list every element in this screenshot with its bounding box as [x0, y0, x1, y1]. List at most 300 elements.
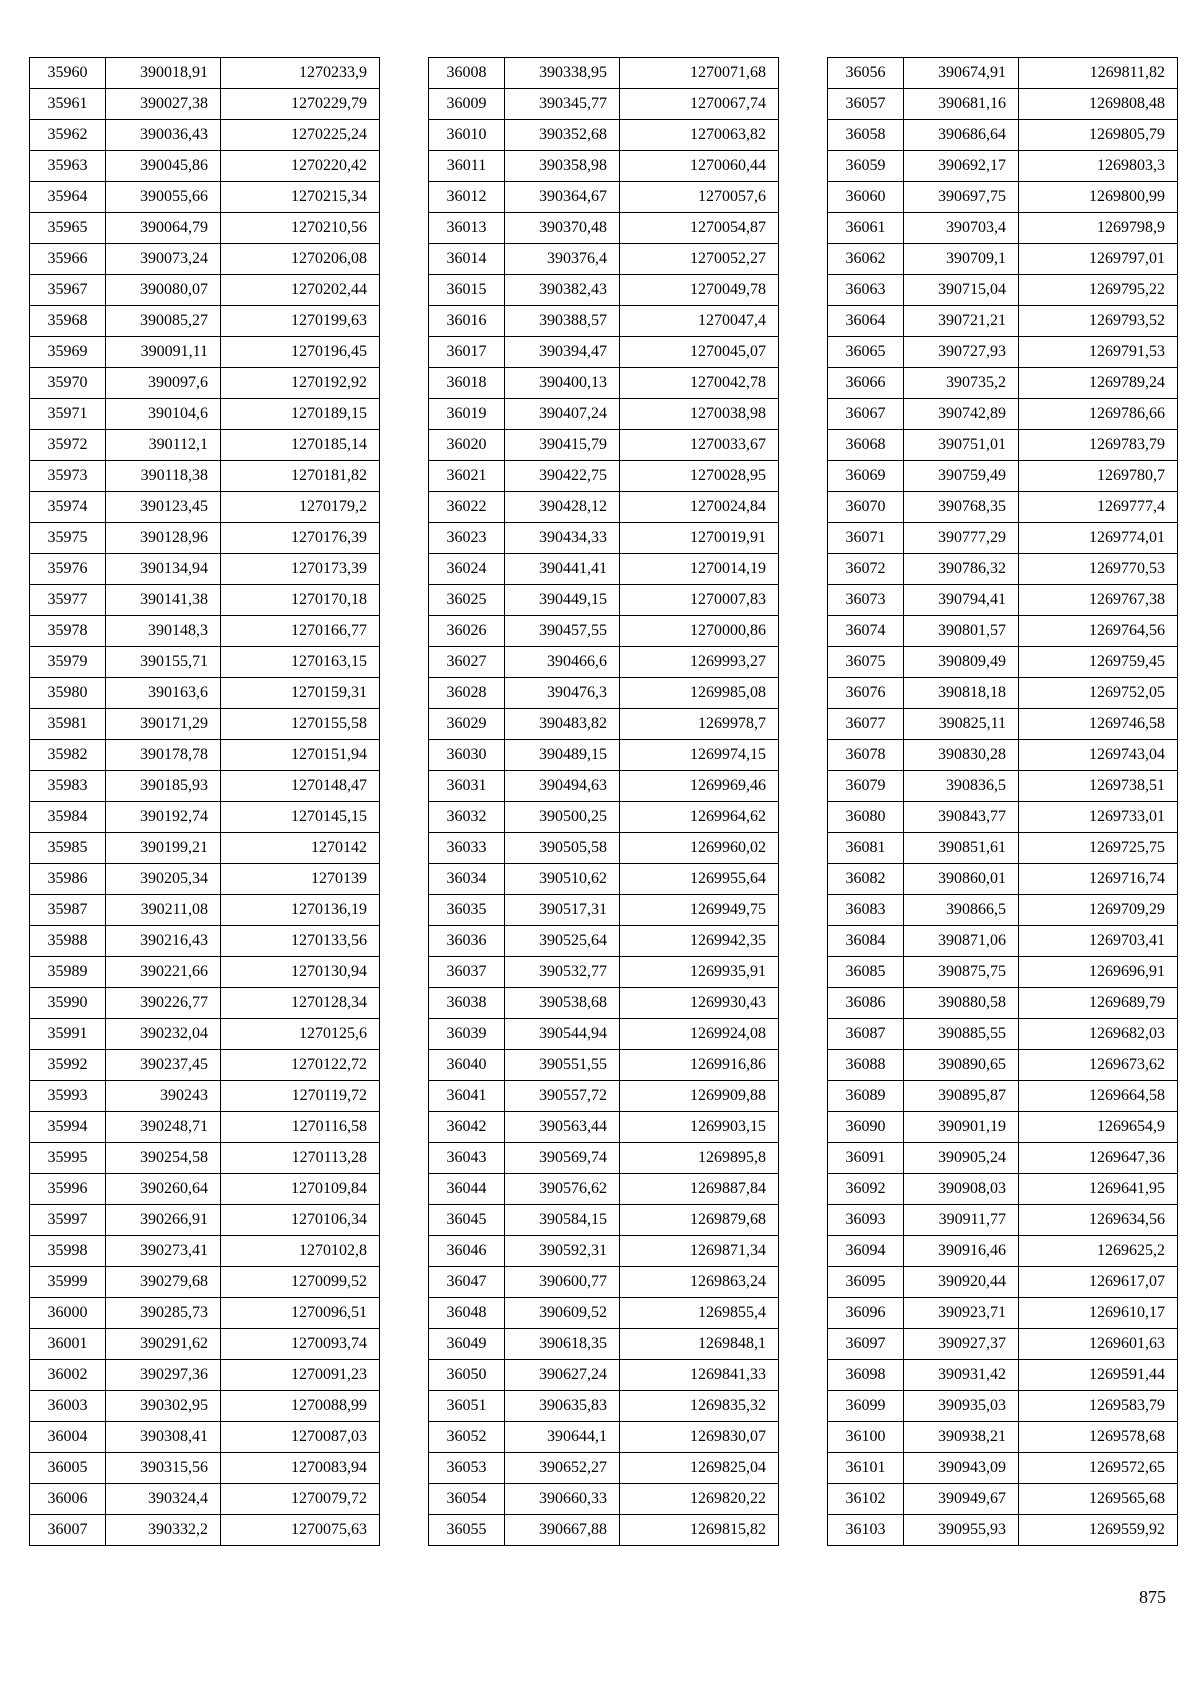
table-row [429, 1298, 779, 1329]
point-number-cell: 36002 [30, 1360, 106, 1391]
point-number-cell: 36095 [828, 1267, 904, 1298]
point-number-cell: 36061 [828, 213, 904, 244]
point-number-cell: 36021 [429, 461, 505, 492]
x-coordinate-cell: 390715,04 [904, 275, 1019, 306]
point-number-cell: 36017 [429, 337, 505, 368]
point-number-cell: 35966 [30, 244, 106, 275]
x-coordinate-cell: 390627,24 [505, 1360, 620, 1391]
table-row [429, 213, 779, 244]
x-coordinate-cell: 390652,27 [505, 1453, 620, 1484]
table-row [828, 988, 1178, 1019]
table-row [30, 864, 380, 895]
point-number-cell: 36000 [30, 1298, 106, 1329]
point-number-cell: 36065 [828, 337, 904, 368]
y-coordinate-cell: 1269800,99 [1019, 182, 1178, 213]
x-coordinate-cell: 390938,21 [904, 1422, 1019, 1453]
point-number-cell: 36018 [429, 368, 505, 399]
table-row [30, 58, 380, 89]
point-number-cell: 35995 [30, 1143, 106, 1174]
table-row [828, 58, 1178, 89]
table-row [828, 151, 1178, 182]
table-row [429, 430, 779, 461]
table-row [30, 182, 380, 213]
x-coordinate-cell: 390709,1 [904, 244, 1019, 275]
point-number-cell: 36052 [429, 1422, 505, 1453]
point-number-cell: 36036 [429, 926, 505, 957]
x-coordinate-cell: 390483,82 [505, 709, 620, 740]
x-coordinate-cell: 390563,44 [505, 1112, 620, 1143]
point-number-cell: 36040 [429, 1050, 505, 1081]
x-coordinate-cell: 390727,93 [904, 337, 1019, 368]
table-row [828, 864, 1178, 895]
y-coordinate-cell: 1269903,15 [620, 1112, 779, 1143]
y-coordinate-cell: 1270028,95 [620, 461, 779, 492]
y-coordinate-cell: 1270170,18 [221, 585, 380, 616]
point-number-cell: 36010 [429, 120, 505, 151]
y-coordinate-cell: 1270133,56 [221, 926, 380, 957]
x-coordinate-cell: 390192,74 [106, 802, 221, 833]
x-coordinate-cell: 390851,61 [904, 833, 1019, 864]
table-row [30, 616, 380, 647]
table-row [30, 1453, 380, 1484]
y-coordinate-cell: 1269673,62 [1019, 1050, 1178, 1081]
y-coordinate-cell: 1270139 [221, 864, 380, 895]
table-row [429, 58, 779, 89]
point-number-cell: 36053 [429, 1453, 505, 1484]
x-coordinate-cell: 390254,58 [106, 1143, 221, 1174]
point-number-cell: 35989 [30, 957, 106, 988]
table-row [429, 740, 779, 771]
x-coordinate-cell: 390364,67 [505, 182, 620, 213]
point-number-cell: 36009 [429, 89, 505, 120]
x-coordinate-cell: 390584,15 [505, 1205, 620, 1236]
point-number-cell: 36028 [429, 678, 505, 709]
point-number-cell: 36096 [828, 1298, 904, 1329]
y-coordinate-cell: 1270083,94 [221, 1453, 380, 1484]
x-coordinate-cell: 390721,21 [904, 306, 1019, 337]
table-row [30, 709, 380, 740]
y-coordinate-cell: 1269955,64 [620, 864, 779, 895]
point-number-cell: 35983 [30, 771, 106, 802]
table-row [828, 616, 1178, 647]
y-coordinate-cell: 1269565,68 [1019, 1484, 1178, 1515]
table-row [30, 1205, 380, 1236]
x-coordinate-cell: 390400,13 [505, 368, 620, 399]
table-row [429, 1267, 779, 1298]
table-row [30, 895, 380, 926]
point-number-cell: 36024 [429, 554, 505, 585]
y-coordinate-cell: 1270233,9 [221, 58, 380, 89]
y-coordinate-cell: 1270116,58 [221, 1112, 380, 1143]
point-number-cell: 35965 [30, 213, 106, 244]
table-row [429, 492, 779, 523]
table-row [429, 1515, 779, 1546]
point-number-cell: 36014 [429, 244, 505, 275]
table-row [429, 1236, 779, 1267]
point-number-cell: 36071 [828, 523, 904, 554]
y-coordinate-cell: 1269969,46 [620, 771, 779, 802]
table-row [828, 182, 1178, 213]
y-coordinate-cell: 1269764,56 [1019, 616, 1178, 647]
x-coordinate-cell: 390394,47 [505, 337, 620, 368]
point-number-cell: 35971 [30, 399, 106, 430]
table-row [828, 1019, 1178, 1050]
point-number-cell: 36087 [828, 1019, 904, 1050]
table-row [30, 1267, 380, 1298]
point-number-cell: 35980 [30, 678, 106, 709]
y-coordinate-cell: 1270185,14 [221, 430, 380, 461]
x-coordinate-cell: 390226,77 [106, 988, 221, 1019]
table-row [30, 1019, 380, 1050]
point-number-cell: 36060 [828, 182, 904, 213]
y-coordinate-cell: 1269774,01 [1019, 523, 1178, 554]
x-coordinate-cell: 390609,52 [505, 1298, 620, 1329]
table-row [429, 833, 779, 864]
table-row [828, 1360, 1178, 1391]
x-coordinate-cell: 390285,73 [106, 1298, 221, 1329]
table-row [429, 926, 779, 957]
x-coordinate-cell: 390141,38 [106, 585, 221, 616]
x-coordinate-cell: 390551,55 [505, 1050, 620, 1081]
x-coordinate-cell: 390045,86 [106, 151, 221, 182]
point-number-cell: 36070 [828, 492, 904, 523]
table-row [828, 399, 1178, 430]
x-coordinate-cell: 390260,64 [106, 1174, 221, 1205]
table-row [30, 1298, 380, 1329]
x-coordinate-cell: 390449,15 [505, 585, 620, 616]
point-number-cell: 36020 [429, 430, 505, 461]
point-number-cell: 36085 [828, 957, 904, 988]
table-row [30, 523, 380, 554]
point-number-cell: 36029 [429, 709, 505, 740]
point-number-cell: 36026 [429, 616, 505, 647]
x-coordinate-cell: 390155,71 [106, 647, 221, 678]
point-number-cell: 35997 [30, 1205, 106, 1236]
table-row [30, 988, 380, 1019]
table-row [429, 1205, 779, 1236]
y-coordinate-cell: 1269985,08 [620, 678, 779, 709]
point-number-cell: 35978 [30, 616, 106, 647]
y-coordinate-cell: 1269777,4 [1019, 492, 1178, 523]
point-number-cell: 36022 [429, 492, 505, 523]
table-row [30, 430, 380, 461]
y-coordinate-cell: 1270125,6 [221, 1019, 380, 1050]
point-number-cell: 35984 [30, 802, 106, 833]
table-row [429, 678, 779, 709]
x-coordinate-cell: 390500,25 [505, 802, 620, 833]
y-coordinate-cell: 1270057,6 [620, 182, 779, 213]
x-coordinate-cell: 390134,94 [106, 554, 221, 585]
point-number-cell: 36075 [828, 647, 904, 678]
y-coordinate-cell: 1269664,58 [1019, 1081, 1178, 1112]
table-row [429, 1019, 779, 1050]
y-coordinate-cell: 1269879,68 [620, 1205, 779, 1236]
x-coordinate-cell: 390505,58 [505, 833, 620, 864]
x-coordinate-cell: 390248,71 [106, 1112, 221, 1143]
y-coordinate-cell: 1270047,4 [620, 306, 779, 337]
point-number-cell: 35972 [30, 430, 106, 461]
point-number-cell: 36080 [828, 802, 904, 833]
table-row [828, 1267, 1178, 1298]
point-number-cell: 36093 [828, 1205, 904, 1236]
y-coordinate-cell: 1269716,74 [1019, 864, 1178, 895]
x-coordinate-cell: 390494,63 [505, 771, 620, 802]
x-coordinate-cell: 390085,27 [106, 306, 221, 337]
point-number-cell: 35994 [30, 1112, 106, 1143]
x-coordinate-cell: 390825,11 [904, 709, 1019, 740]
x-coordinate-cell: 390525,64 [505, 926, 620, 957]
x-coordinate-cell: 390118,38 [106, 461, 221, 492]
y-coordinate-cell: 1270229,79 [221, 89, 380, 120]
point-number-cell: 35985 [30, 833, 106, 864]
x-coordinate-cell: 390128,96 [106, 523, 221, 554]
y-coordinate-cell: 1269793,52 [1019, 306, 1178, 337]
x-coordinate-cell: 390866,5 [904, 895, 1019, 926]
x-coordinate-cell: 390830,28 [904, 740, 1019, 771]
y-coordinate-cell: 1269863,24 [620, 1267, 779, 1298]
point-number-cell: 36050 [429, 1360, 505, 1391]
y-coordinate-cell: 1270093,74 [221, 1329, 380, 1360]
table-row [30, 1081, 380, 1112]
y-coordinate-cell: 1270206,08 [221, 244, 380, 275]
y-coordinate-cell: 1269689,79 [1019, 988, 1178, 1019]
y-coordinate-cell: 1270075,63 [221, 1515, 380, 1546]
point-number-cell: 36004 [30, 1422, 106, 1453]
x-coordinate-cell: 390291,62 [106, 1329, 221, 1360]
point-number-cell: 35964 [30, 182, 106, 213]
point-number-cell: 36083 [828, 895, 904, 926]
point-number-cell: 36062 [828, 244, 904, 275]
y-coordinate-cell: 1269647,36 [1019, 1143, 1178, 1174]
table-row [30, 1143, 380, 1174]
y-coordinate-cell: 1270038,98 [620, 399, 779, 430]
y-coordinate-cell: 1269978,7 [620, 709, 779, 740]
y-coordinate-cell: 1270063,82 [620, 120, 779, 151]
table-row [30, 213, 380, 244]
point-number-cell: 36066 [828, 368, 904, 399]
point-number-cell: 36103 [828, 1515, 904, 1546]
table-row [429, 1391, 779, 1422]
y-coordinate-cell: 1269993,27 [620, 647, 779, 678]
point-number-cell: 36091 [828, 1143, 904, 1174]
point-number-cell: 35969 [30, 337, 106, 368]
x-coordinate-cell: 390205,34 [106, 864, 221, 895]
y-coordinate-cell: 1270007,83 [620, 585, 779, 616]
y-coordinate-cell: 1270106,34 [221, 1205, 380, 1236]
point-number-cell: 36092 [828, 1174, 904, 1205]
y-coordinate-cell: 1269841,33 [620, 1360, 779, 1391]
y-coordinate-cell: 1269789,24 [1019, 368, 1178, 399]
x-coordinate-cell: 390920,44 [904, 1267, 1019, 1298]
point-number-cell: 36088 [828, 1050, 904, 1081]
y-coordinate-cell: 1270159,31 [221, 678, 380, 709]
point-number-cell: 36067 [828, 399, 904, 430]
y-coordinate-cell: 1269835,32 [620, 1391, 779, 1422]
point-number-cell: 36089 [828, 1081, 904, 1112]
x-coordinate-cell: 390801,57 [904, 616, 1019, 647]
x-coordinate-cell: 390211,08 [106, 895, 221, 926]
table-row [30, 1174, 380, 1205]
x-coordinate-cell: 390297,36 [106, 1360, 221, 1391]
point-number-cell: 36081 [828, 833, 904, 864]
table-row [828, 802, 1178, 833]
point-number-cell: 35991 [30, 1019, 106, 1050]
table-row [828, 1515, 1178, 1546]
point-number-cell: 36035 [429, 895, 505, 926]
point-number-cell: 36044 [429, 1174, 505, 1205]
point-number-cell: 35970 [30, 368, 106, 399]
point-number-cell: 35962 [30, 120, 106, 151]
point-number-cell: 36048 [429, 1298, 505, 1329]
y-coordinate-cell: 1269949,75 [620, 895, 779, 926]
table-row [828, 1391, 1178, 1422]
x-coordinate-cell: 390618,35 [505, 1329, 620, 1360]
point-number-cell: 36039 [429, 1019, 505, 1050]
y-coordinate-cell: 1270071,68 [620, 58, 779, 89]
x-coordinate-cell: 390576,62 [505, 1174, 620, 1205]
y-coordinate-cell: 1269803,3 [1019, 151, 1178, 182]
point-number-cell: 36008 [429, 58, 505, 89]
x-coordinate-cell: 390457,55 [505, 616, 620, 647]
point-number-cell: 36006 [30, 1484, 106, 1515]
y-coordinate-cell: 1270181,82 [221, 461, 380, 492]
x-coordinate-cell: 390681,16 [904, 89, 1019, 120]
point-number-cell: 35975 [30, 523, 106, 554]
table-row [30, 1050, 380, 1081]
x-coordinate-cell: 390890,65 [904, 1050, 1019, 1081]
y-coordinate-cell: 1270163,15 [221, 647, 380, 678]
table-row [828, 213, 1178, 244]
y-coordinate-cell: 1269924,08 [620, 1019, 779, 1050]
table-row [429, 1360, 779, 1391]
table-row [30, 740, 380, 771]
y-coordinate-cell: 1269805,79 [1019, 120, 1178, 151]
x-coordinate-cell: 390510,62 [505, 864, 620, 895]
y-coordinate-cell: 1269942,35 [620, 926, 779, 957]
point-number-cell: 36011 [429, 151, 505, 182]
y-coordinate-cell: 1269780,7 [1019, 461, 1178, 492]
x-coordinate-cell: 390221,66 [106, 957, 221, 988]
x-coordinate-cell: 390018,91 [106, 58, 221, 89]
table-row [30, 1112, 380, 1143]
table-row [828, 1422, 1178, 1453]
point-number-cell: 36058 [828, 120, 904, 151]
y-coordinate-cell: 1269797,01 [1019, 244, 1178, 275]
y-coordinate-cell: 1269935,91 [620, 957, 779, 988]
table-row [828, 895, 1178, 926]
table-row [30, 1422, 380, 1453]
y-coordinate-cell: 1269634,56 [1019, 1205, 1178, 1236]
y-coordinate-cell: 1269808,48 [1019, 89, 1178, 120]
y-coordinate-cell: 1269786,66 [1019, 399, 1178, 430]
table-row [828, 1484, 1178, 1515]
table-row [429, 461, 779, 492]
point-number-cell: 35990 [30, 988, 106, 1019]
table-row [828, 337, 1178, 368]
point-number-cell: 35992 [30, 1050, 106, 1081]
point-number-cell: 36007 [30, 1515, 106, 1546]
point-number-cell: 36013 [429, 213, 505, 244]
x-coordinate-cell: 390875,75 [904, 957, 1019, 988]
table-row [828, 1112, 1178, 1143]
point-number-cell: 36049 [429, 1329, 505, 1360]
x-coordinate-cell: 390097,6 [106, 368, 221, 399]
y-coordinate-cell: 1270045,07 [620, 337, 779, 368]
table-row [429, 1453, 779, 1484]
x-coordinate-cell: 390538,68 [505, 988, 620, 1019]
x-coordinate-cell: 390880,58 [904, 988, 1019, 1019]
point-number-cell: 36041 [429, 1081, 505, 1112]
table-row [429, 89, 779, 120]
x-coordinate-cell: 390064,79 [106, 213, 221, 244]
point-number-cell: 36025 [429, 585, 505, 616]
table-row [828, 647, 1178, 678]
y-coordinate-cell: 1269964,62 [620, 802, 779, 833]
y-coordinate-cell: 1270122,72 [221, 1050, 380, 1081]
point-number-cell: 36015 [429, 275, 505, 306]
table-row [30, 802, 380, 833]
y-coordinate-cell: 1270052,27 [620, 244, 779, 275]
point-number-cell: 36099 [828, 1391, 904, 1422]
y-coordinate-cell: 1270151,94 [221, 740, 380, 771]
table-row [429, 1174, 779, 1205]
x-coordinate-cell: 390434,33 [505, 523, 620, 554]
point-number-cell: 36068 [828, 430, 904, 461]
point-number-cell: 35986 [30, 864, 106, 895]
y-coordinate-cell: 1270128,34 [221, 988, 380, 1019]
point-number-cell: 35973 [30, 461, 106, 492]
y-coordinate-cell: 1269974,15 [620, 740, 779, 771]
table-row [828, 492, 1178, 523]
x-coordinate-cell: 390237,45 [106, 1050, 221, 1081]
y-coordinate-cell: 1269746,58 [1019, 709, 1178, 740]
point-number-cell: 36057 [828, 89, 904, 120]
table-row [429, 120, 779, 151]
point-number-cell: 36072 [828, 554, 904, 585]
y-coordinate-cell: 1269770,53 [1019, 554, 1178, 585]
table-row [429, 275, 779, 306]
x-coordinate-cell: 390123,45 [106, 492, 221, 523]
point-number-cell: 36012 [429, 182, 505, 213]
x-coordinate-cell: 390232,04 [106, 1019, 221, 1050]
y-coordinate-cell: 1269811,82 [1019, 58, 1178, 89]
x-coordinate-cell: 390905,24 [904, 1143, 1019, 1174]
x-coordinate-cell: 390370,48 [505, 213, 620, 244]
point-number-cell: 36023 [429, 523, 505, 554]
x-coordinate-cell: 390786,32 [904, 554, 1019, 585]
table-row [30, 1391, 380, 1422]
x-coordinate-cell: 390544,94 [505, 1019, 620, 1050]
y-coordinate-cell: 1269825,04 [620, 1453, 779, 1484]
point-number-cell: 36042 [429, 1112, 505, 1143]
point-number-cell: 36056 [828, 58, 904, 89]
table-row [30, 244, 380, 275]
x-coordinate-cell: 390768,35 [904, 492, 1019, 523]
point-number-cell: 35987 [30, 895, 106, 926]
x-coordinate-cell: 390352,68 [505, 120, 620, 151]
point-number-cell: 35993 [30, 1081, 106, 1112]
y-coordinate-cell: 1270042,78 [620, 368, 779, 399]
x-coordinate-cell: 390836,5 [904, 771, 1019, 802]
table-row [429, 368, 779, 399]
point-number-cell: 36059 [828, 151, 904, 182]
y-coordinate-cell: 1270148,47 [221, 771, 380, 802]
y-coordinate-cell: 1269791,53 [1019, 337, 1178, 368]
x-coordinate-cell: 390163,6 [106, 678, 221, 709]
table-row [429, 988, 779, 1019]
x-coordinate-cell: 390742,89 [904, 399, 1019, 430]
x-coordinate-cell: 390332,2 [106, 1515, 221, 1546]
